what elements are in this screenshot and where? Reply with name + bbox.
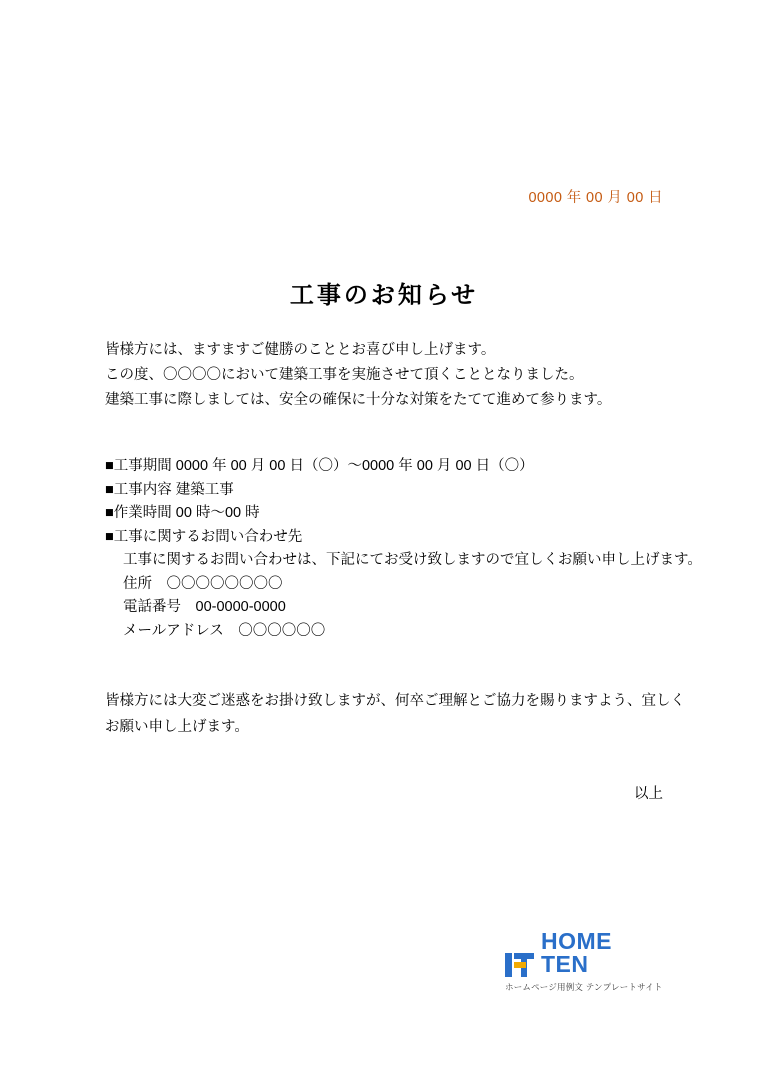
hometen-logo-icon <box>505 951 535 977</box>
list-item: ■工事内容 建築工事 <box>105 481 234 498</box>
list-item-address: 住所 〇〇〇〇〇〇〇〇 <box>123 575 283 592</box>
logo-tagline: ホームページ用例文 テンプレートサイト <box>505 982 663 992</box>
list-item: ■作業時間 00 時～00 時 <box>105 505 260 521</box>
site-logo <box>505 930 665 993</box>
closing-paragraph <box>105 688 685 740</box>
intro-line: この度、〇〇〇〇において建築工事を実施させて頂くこととなりました。 <box>105 367 584 383</box>
list-item: ■工事期間 0000 年 00 月 00 日（〇）～0000 年 00 月 00 日（〇） <box>105 458 534 474</box>
list-item: 工事に関するお問い合わせは、下記にてお受け致しますので宜しくお願い申し上げます。 <box>123 552 702 568</box>
closing-line: 皆様方には大変ご迷惑をお掛け致しますが、何卒ご理解とご協力を賜りますよう、宜しく <box>105 693 685 709</box>
details-list <box>105 455 702 643</box>
list-item: ■工事に関するお問い合わせ先 <box>105 528 303 545</box>
signoff-text: 以上 <box>634 786 663 802</box>
closing-line: お願い申し上げます。 <box>105 719 249 735</box>
intro-paragraph <box>105 338 675 413</box>
list-item-phone: 電話番号 00-0000-0000 <box>123 599 286 615</box>
list-item-email: メールアドレス 〇〇〇〇〇〇 <box>123 622 326 639</box>
intro-line: 皆様方には、ますますご健勝のこととお喜び申し上げます。 <box>105 342 496 358</box>
page-title: 工事のお知らせ <box>289 283 479 309</box>
document-date: 0000 年 00 月 00 日 <box>528 190 663 206</box>
intro-line: 建築工事に際しましては、安全の確保に十分な対策をたてて進めて参ります。 <box>105 392 612 408</box>
logo-wordmark: HOME TEN <box>541 928 612 977</box>
logo-row <box>505 930 665 977</box>
